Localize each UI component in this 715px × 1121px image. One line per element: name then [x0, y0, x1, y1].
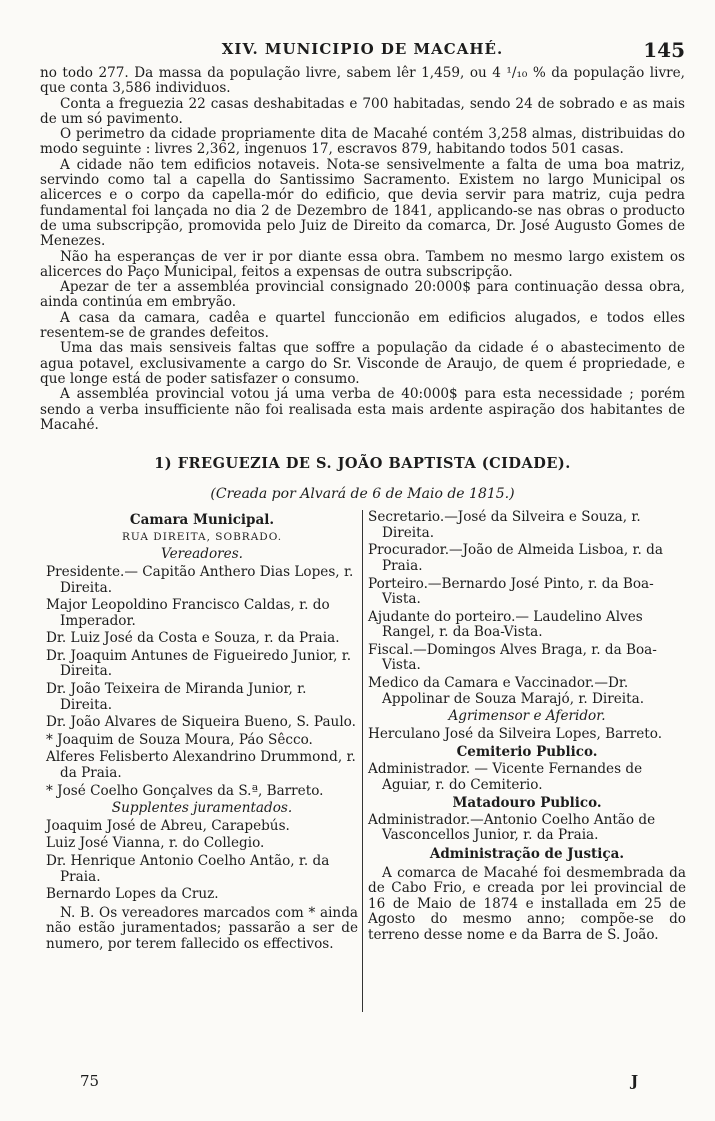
paragraph: Conta a freguezia 22 casas deshabitadas e 700 habitadas, sendo 24 de sobrado e as mais de um só pavimento. — [40, 95, 685, 127]
paragraph: O perimetro da cidade propriamente dita de Macahé contém 3,258 almas, distribuidas do modo seguinte : livres 2,362, ingenuos 17, escravos 879, habitando todos 501 casas. — [40, 126, 685, 158]
paragraph: Apezar de ter a assembléa provincial consignado 20:000$ para continuação dessa obra, ainda continúa em embryão. — [40, 279, 685, 311]
vereadores-label: Vereadores. — [161, 546, 243, 563]
list-item: Joaquim José de Abreu, Carapebús. — [46, 817, 290, 834]
list-item: Secretario.—José da Silveira e Souza, r. Direita. — [368, 509, 641, 541]
list-item: Dr. Joaquim Antunes de Figueiredo Junior, r. Direita. — [46, 647, 352, 680]
list-item: Dr. João Alvares de Siqueira Bueno, S. Paulo. — [46, 714, 356, 731]
paragraph: Não ha esperanças de ver ir por diante essa obra. Tambem no mesmo largo existem os alicerces do Paço Municipal, feitos a expensas de outra subscripção. — [40, 248, 685, 280]
list-item: Administrador. — Vicente Fernandes de Aguiar, r. do Cemiterio. — [368, 761, 643, 793]
left-column — [46, 510, 358, 952]
list-item: Dr. Luiz José da Costa e Souza, r. da Praia. — [46, 630, 340, 647]
justica-text: A comarca de Macahé foi desmembrada da de Cabo Frio, e creada por lei provincial de 16 de Maio de 1874 e installada em 25 de Agosto do mesmo anno; compõe-se do terreno desse nome e da Barra de S. João. — [368, 864, 686, 943]
nota-bene: N. B. Os vereadores marcados com * ainda não estão juramentados; passarão a ser de numero, por terem fallecido os effectivos. — [46, 904, 358, 952]
cemiterio-heading: Cemiterio Publico. — [456, 744, 598, 761]
two-column-listing — [40, 510, 685, 1030]
list-item: Dr. João Teixeira de Miranda Junior, r. Direita. — [46, 681, 307, 713]
list-item: Procurador.—João de Almeida Lisboa, r. da Praia. — [368, 542, 663, 574]
list-item: Medico da Camara e Vaccinador.—Dr. Appolinar de Souza Marajó, r. Direita. — [368, 675, 645, 707]
paragraph: Uma das mais sensiveis faltas que soffre a população da cidade é o abastecimento de agua potavel, exclusivamente a cargo do Sr. Visconde de Araujo, de quem é propriedade, e que longe está de poder satisfazer o consumo. — [40, 340, 685, 387]
list-item: Major Leopoldino Francisco Caldas, r. do Imperador. — [46, 597, 330, 629]
document-page — [40, 38, 685, 1030]
paragraph: A casa da camara, cadêa e quartel funccionão em edificios alugados, e todos elles resentem-se de grandes defeitos. — [40, 309, 685, 342]
signature-letter: J — [631, 1072, 639, 1090]
list-item: Herculano José da Silveira Lopes, Barreto. — [368, 725, 663, 742]
justica-heading: Administração de Justiça. — [429, 846, 625, 862]
list-item: Porteiro.—Bernardo José Pinto, r. da Boa-Vista. — [368, 575, 654, 608]
camara-heading: Camara Municipal. — [129, 512, 275, 529]
creation-note: (Creada por Alvará de 6 de Maio de 1815.) — [210, 486, 515, 503]
list-item: Presidente.— Capitão Anthero Dias Lopes, r. Direita. — [46, 563, 354, 596]
section-title: 1) FREGUEZIA DE S. JOÃO BAPTISTA (CIDADE). — [154, 455, 571, 473]
agrimensor-label: Agrimensor e Aferidor. — [448, 708, 606, 725]
list-item: Ajudante do porteiro.— Laudelino Alves Rangel, r. da Boa-Vista. — [368, 608, 643, 641]
page-header — [40, 38, 685, 66]
supplentes-label: Supplentes juramentados. — [111, 800, 293, 817]
list-item: * Joaquim de Souza Moura, Páo Sêcco. — [46, 731, 313, 748]
paragraph: A assembléa provincial votou já uma verba de 40:000$ para esta necessidade ; porém sendo a verba insufficiente não foi realisada esta mais ardente aspiração dos habitantes de Macahé. — [40, 386, 685, 433]
list-item: Alferes Felisberto Alexandrino Drummond, r. da Praia. — [46, 749, 356, 782]
list-item: Administrador.—Antonio Coelho Antão de Vasconcellos Junior, r. da Praia. — [368, 811, 656, 844]
list-item: Bernardo Lopes da Cruz. — [46, 886, 219, 903]
list-item: Dr. Henrique Antonio Coelho Antão, r. da Praia. — [46, 853, 330, 885]
right-column — [368, 510, 686, 943]
paragraph: no todo 277. Da massa da população livre, sabem lêr 1,459, ou 4 ¹/₁₀ % da população livre, que conta 3,586 individuos. — [40, 65, 685, 97]
page-title: XIV. MUNICIPIO DE MACAHÉ. — [221, 40, 504, 58]
paragraph: A cidade não tem edificios notaveis. Nota-se sensivelmente a falta de uma boa matriz, servindo como tal a capella do Santissimo Sacramento. Existem no largo Municipal os alicerces e o corpo da capella-mór do edificio, que devia servir para matriz, cuja pedra fundamental foi lançada no dia 2 de Dezembro de 1841, applicando-se nas obras o producto de uma subscripção, promovida pelo Juiz de Direito da comarca, Dr. José Augusto Gomes de Menezes. — [40, 156, 685, 250]
signature-number: 75 — [80, 1072, 100, 1090]
page-number: 145 — [643, 38, 685, 62]
list-item: Luiz José Vianna, r. do Collegio. — [46, 835, 265, 852]
list-item: * José Coelho Gonçalves da S.ª, Barreto. — [46, 782, 324, 799]
camara-address: RUA DIREITA, SOBRADO. — [121, 530, 283, 543]
list-item: Fiscal.—Domingos Alves Braga, r. da Boa-Vista. — [368, 641, 657, 674]
intro-text — [40, 66, 685, 433]
column-divider — [362, 510, 363, 1012]
matadouro-heading: Matadouro Publico. — [452, 795, 602, 812]
